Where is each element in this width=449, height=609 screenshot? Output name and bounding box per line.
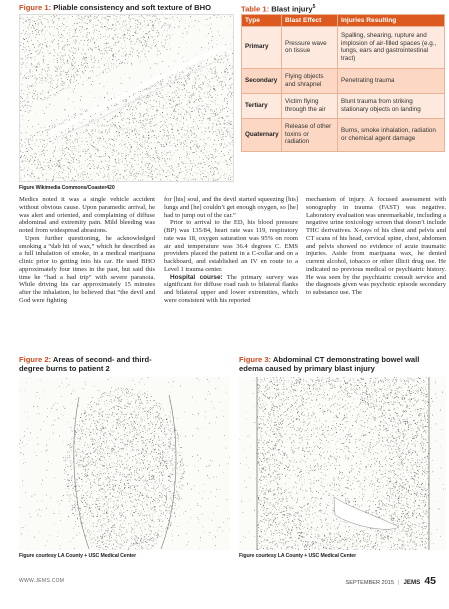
table-1-superscript: 5 (312, 4, 316, 10)
table-header-row (242, 15, 445, 27)
table-row (242, 93, 445, 118)
figure-1-credit: Figure Wikimedia Commons/Coaster420 (19, 185, 115, 191)
figure-3-photo (239, 377, 446, 550)
table-header-type: Type (242, 15, 282, 27)
article-paragraph: Medics noted it was a single vehicle accident without obvious cause. Upon paramedic arrival, he was alert and oriented, and complaining of diffuse abdominal and extremity pain. Mild bleeding was noted from widespread abrasions. (19, 196, 155, 234)
figure-1-caption (19, 3, 234, 12)
article-paragraph: for [his] soul, and the devil started squeezing [his] lungs and [he] couldn’t get enough oxygen, so [he] had to jump out of the car.” (164, 196, 298, 219)
table-cell-effect: Victim flying through the air (282, 93, 338, 118)
figure-2-caption (19, 355, 159, 373)
article-column-1 (19, 196, 155, 305)
table-1-label: Table 1: (241, 4, 270, 14)
figure-3-caption (239, 355, 439, 373)
article-column-2 (164, 196, 298, 305)
footer-folio (345, 575, 436, 587)
article-column-3 (306, 196, 446, 297)
abdominal-ct-image (239, 377, 446, 550)
article-paragraph (164, 274, 298, 305)
footer-separator-icon: | (398, 580, 400, 586)
footer-date: SEPTEMBER 2015 (345, 580, 394, 586)
hospital-course-text: The primary survey was significant for diffuse road rash to bilateral flanks and bilateral upper and lower extremities, which were consistent with his reported (164, 273, 299, 304)
bho-wax-image (20, 15, 234, 182)
table-row (242, 118, 445, 151)
figure-1-title: Pliable consistency and soft texture of BHO (53, 3, 212, 12)
table-cell-type: Quaternary (242, 118, 282, 151)
footer-brand: JEMS (403, 579, 421, 586)
table-row (242, 26, 445, 68)
table-1-title: Blast injury (271, 4, 313, 14)
blast-injury-table (241, 14, 445, 152)
figure-2-photo (19, 377, 230, 550)
page-number: 45 (424, 575, 436, 587)
article-paragraph: Prior to arrival to the ED, his blood pressure (BP) was 135/84, heart rate was 119, respiratory rate was 18, oxygen saturation was 95% on room air and temperature was 36.4 degrees C. EMS providers placed the patient in a C-collar and on a backboard, and established an IV en route to a Level 1 trauma center. (164, 219, 298, 273)
table-cell-type: Secondary (242, 68, 282, 93)
table-cell-effect: Release of other toxins or radiation (282, 118, 338, 151)
table-cell-type: Primary (242, 26, 282, 68)
figure-3-title: Abdominal CT demonstrating bowel wall edema caused by primary blast injury (239, 355, 420, 373)
hospital-course-heading: Hospital course: (170, 273, 223, 281)
table-row (242, 68, 445, 93)
figure-2-label: Figure 2: (19, 355, 52, 364)
table-cell-type: Tertiary (242, 93, 282, 118)
table-header-blast-effect: Blast Effect (282, 15, 338, 27)
table-header-injuries: Injuries Resulting (338, 15, 445, 27)
table-cell-injuries: Blunt trauma from striking stationary objects on landing (338, 93, 445, 118)
table-cell-injuries: Spalling, shearing, rupture and implosion of air-filled spaces (e.g., lungs, ears and gastrointestinal tract) (338, 26, 445, 68)
figure-1-photo (19, 14, 234, 182)
table-cell-effect: Pressure wave on tissue (282, 26, 338, 68)
footer-url: WWW.JEMS.COM (19, 578, 65, 584)
figure-3-credit: Figure courtesy LA County + USC Medical Center (239, 553, 356, 559)
table-cell-injuries: Burns, smoke inhalation, radiation or chemical agent damage (338, 118, 445, 151)
figure-1-label: Figure 1: (19, 3, 52, 12)
figure-3-label: Figure 3: (239, 355, 272, 364)
burns-image (19, 377, 230, 550)
figure-2-credit: Figure courtesy LA County + USC Medical Center (19, 553, 136, 559)
article-paragraph: mechanism of injury. A focused assessment with sonography in trauma (FAST) was negative. Laboratory evaluation was unremarkable, including a negative urine toxicology screen that doesn’t include THC derivatives. X-rays of his chest and pelvis and CT scans of his head, cervical spine, chest, abdomen and pelvis showed no evidence of acute traumatic injuries. Aside from marijuana wax, he denied current alcohol, tobacco or other illicit drug use. He indicated no previous medical or psychiatric history. He was seen by the psychiatric consult service and the diagnosis given was psychotic episode secondary to substance use. The (306, 196, 446, 296)
figure-2-title: Areas of second- and third-degree burns to patient 2 (19, 355, 152, 373)
table-cell-injuries: Penetrating trauma (338, 68, 445, 93)
table-1-caption (241, 3, 445, 14)
table-cell-effect: Flying objects and shrapnel (282, 68, 338, 93)
article-paragraph: Upon further questioning, he acknowledged smoking a “dab hit of wax,” which he described as a full inhalation of smoke, in a medical marijuana clinic prior to getting into his car. He used BHO approximately four times in the past, but said this time he “had a bad trip” with severe paranoia. While driving his car approximately 15 minutes after the inhalation, he believed that “the devil and God were fighting (19, 234, 155, 304)
